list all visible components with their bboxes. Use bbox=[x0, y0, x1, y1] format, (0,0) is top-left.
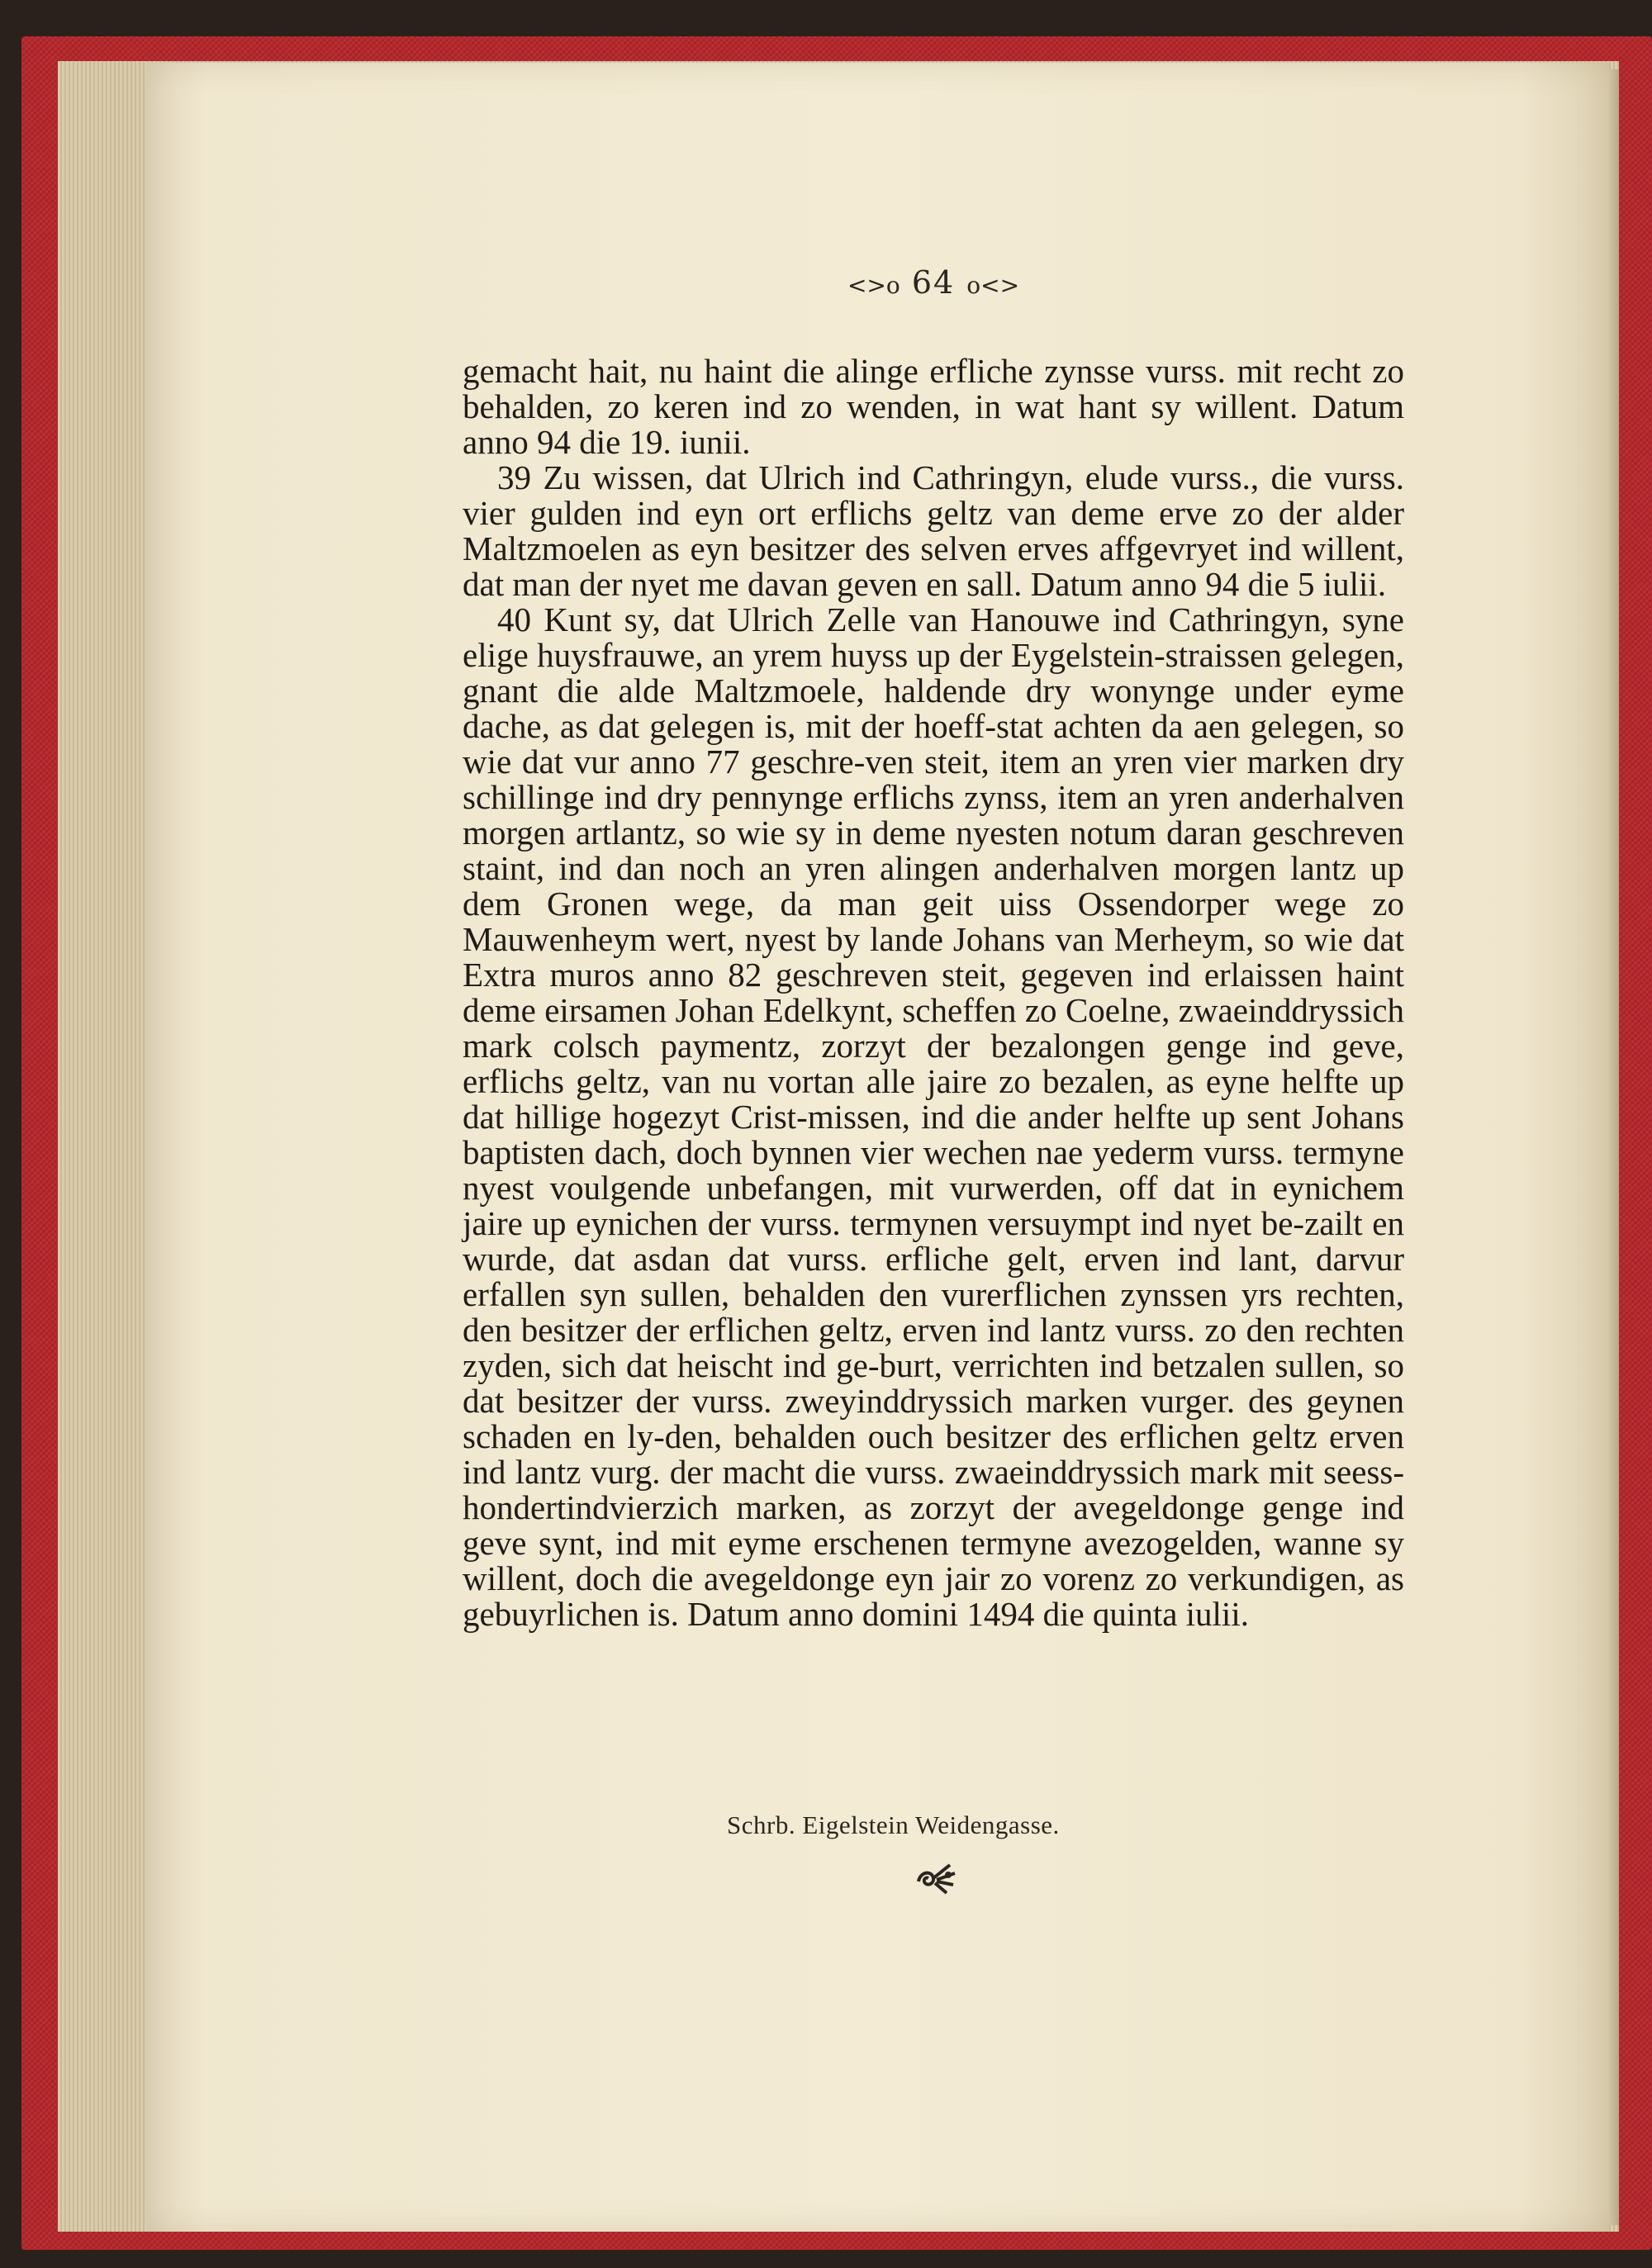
paragraph: 39 Zu wissen, dat Ulrich ind Cathringyn, elude vurss., die vurss. vier gulden ind eyn ort erflichs geltz van deme erve zo der alder Maltzmoelen as eyn besitzer des selven erves affgevryet ind willent, dat man der nyet me davan geven en sall. Datum anno 94 die 5 iulii. bbox=[463, 458, 1404, 603]
source-note: Schrb. Eigelstein Weidengasse. bbox=[727, 1810, 1060, 1839]
ornament-left: <>o bbox=[847, 272, 900, 299]
body-text bbox=[463, 353, 1404, 1632]
page-number: 64 bbox=[911, 264, 956, 301]
ornament-right: o<> bbox=[966, 272, 1020, 299]
fleuron-icon bbox=[912, 1857, 961, 1896]
paragraph: 40 Kunt sy, dat Ulrich Zelle van Hanouwe ind Cathringyn, syne elige huysfrauwe, an yrem huyss up der Eygelstein-straissen gelegen, gnant die alde Maltzmoele, haldende dry wonynge under eyme dache, as dat gelegen is, mit der hoeff-stat achten da aen gelegen, so wie dat vur anno 77 geschre-ven steit, item an yren vier marken dry schillinge ind dry pennynge erflichs zynss, item an yren anderhalven morgen artlantz, so wie sy in deme nyesten notum daran geschreven staint, ind dan noch an yren alingen anderhalven morgen lantz up dem Gronen wege, da man geit uiss Ossendorper wege zo Mauwenheym wert, nyest by lande Johans van Merheym, so wie dat Extra muros anno 82 geschreven steit, gegeven ind erlaissen haint deme eirsamen Johan Edelkynt, scheffen zo Coelne, zwaeinddryssich mark colsch paymentz, zorzyt der bezalongen genge ind geve, erflichs geltz, van nu vortan alle jaire zo bezalen, as eyne helfte up dat hillige hogezyt Crist-missen, ind die ander helfte up sent Johans baptisten dach, doch bynnen vier wechen nae yederm vurss. termyne nyest voulgende unbefangen, mit vurwerden, off dat in eynichem jaire up eynichen der vurss. termynen versuympt ind nyet be-zailt en wurde, dat asdan dat vurss. erfliche gelt, erven ind lant, darvur erfallen syn sullen, behalden den vurerflichen zynssen yrs rechten, den besitzer der erflichen geltz, erven ind lantz vurss. zo den rechten zyden, sich dat heischt ind ge-burt, verrichten ind betzalen sullen, so dat besitzer der vurss. zweyinddryssich marken vurger. des geynen schaden en ly-den, behalden ouch besitzer des erflichen geltz erven ind lantz vurg. der macht die vurss. zwaeinddryssich mark mit seess-hondertindvierzich marken, as zorzyt der avegeldonge genge ind geve synt, ind mit eyme erschenen termyne avezogelden, wanne sy willent, doch die avegeldonge eyn jair zo vorenz zo verkundigen, as gebuyrlichen is. Datum anno domini 1494 die quinta iulii. bbox=[463, 600, 1404, 1633]
page-right-edge bbox=[1609, 69, 1619, 2225]
page-header bbox=[0, 264, 1652, 301]
paragraph: gemacht hait, nu haint die alinge erfliche zynsse vurss. mit recht zo behalden, zo keren ind zo wenden, in wat hant sy willent. Datum anno 94 die 19. iunii. bbox=[463, 352, 1404, 461]
